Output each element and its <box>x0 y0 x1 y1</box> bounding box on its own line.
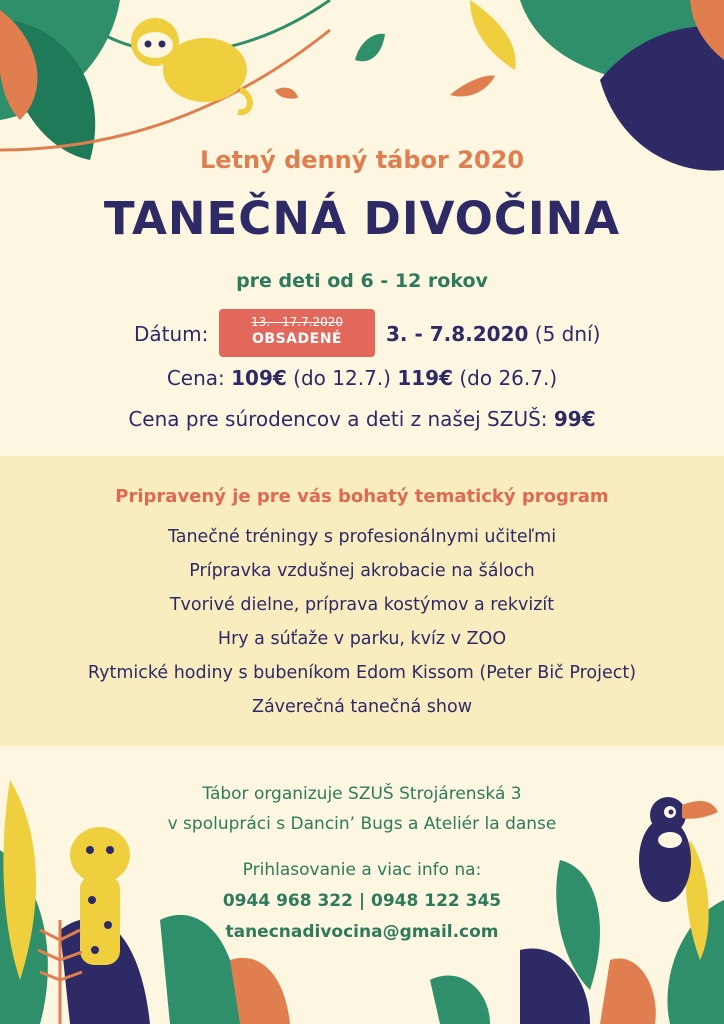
program-item: Hry a súťaže v parku, kvíz v ZOO <box>217 629 507 649</box>
leaf-icon <box>230 958 290 1024</box>
sibling-price: 99€ <box>553 407 596 431</box>
program-item: Záverečná tanečná show <box>251 697 473 717</box>
program-item: Tanečné tréningy s profesionálnymi učiteľmi <box>167 527 557 547</box>
partners-line: v spolupráci s Dancin’ Bugs a Ateliér la danse <box>167 814 557 834</box>
leaf-icon <box>450 76 495 97</box>
leaf-icon <box>275 88 298 99</box>
leaf-icon <box>355 34 385 62</box>
contact-label: Prihlasovanie a viac info na: <box>242 860 482 880</box>
age-range: pre deti od 6 - 12 rokov <box>236 270 488 292</box>
program-item: Tvorivé dielne, príprava kostýmov a rekvizít <box>169 595 555 615</box>
email-link[interactable]: tanecnadivocina@gmail.com <box>225 922 499 942</box>
program-item: Rytmické hodiny s bubeníkom Edom Kissom (Peter Bič Project) <box>87 663 637 683</box>
organizer-line: Tábor organizuje SZUŠ Strojárenská 3 <box>202 784 522 804</box>
sloth-icon <box>131 18 250 112</box>
phone-numbers[interactable]: 0944 968 322 | 0948 122 345 <box>222 891 502 911</box>
sibling-price-row <box>0 407 724 431</box>
price-late: 119€ <box>397 366 453 390</box>
price-row <box>0 366 724 390</box>
price-early-note: (do 12.7.) <box>293 366 391 390</box>
date-value: 3. - 7.8.2020 <box>386 322 529 346</box>
price-label: Cena: <box>166 366 225 390</box>
date-note: (5 dní) <box>534 322 601 346</box>
program-item: Prípravka vzdušnej akrobacie na šáloch <box>189 561 535 581</box>
leaf-icon <box>600 958 656 1024</box>
event-subtitle: Letný denný tábor 2020 <box>199 146 525 174</box>
sibling-price-label: Cena pre súrodencov a deti z našej SZUŠ: <box>128 407 548 431</box>
sold-out-badge <box>219 309 375 357</box>
leaf-icon <box>430 976 490 1024</box>
sold-out-status: OBSADENÉ <box>252 331 342 347</box>
price-late-note: (do 26.7.) <box>459 366 558 390</box>
event-title: TANEČNÁ DIVOČINA <box>103 192 621 245</box>
sold-out-dates: 13. - 17.7.2020 <box>250 315 344 329</box>
date-label: Dátum: <box>134 322 209 346</box>
leaf-icon <box>470 0 516 70</box>
price-early: 109€ <box>231 366 287 390</box>
date-row <box>386 322 600 346</box>
program-heading: Pripravený je pre vás bohatý tematický program <box>115 486 609 507</box>
